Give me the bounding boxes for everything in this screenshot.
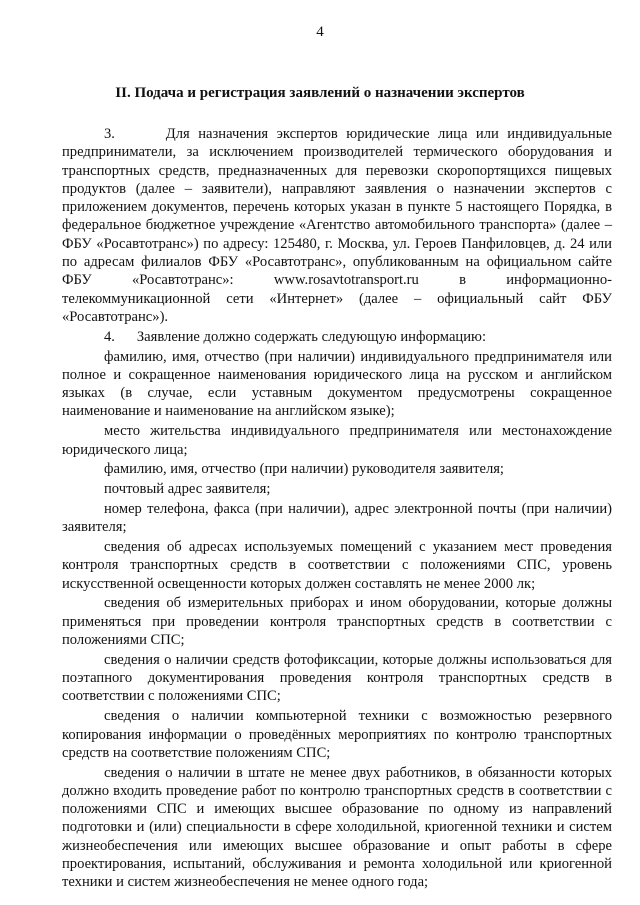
list-item-contacts: номер телефона, факса (при наличии), адрес электронной почты (при наличии) заявителя; — [62, 500, 612, 536]
list-item-photo-equipment: сведения о наличии средств фотофиксации, которые должны использоваться для поэтапного документирования проведения контроля транспортных средств в соответствии с положениями СПС; — [62, 651, 612, 705]
list-item-applicant-name: фамилию, имя, отчество (при наличии) индивидуального предпринимателя или полное и сокращенное наименования юридического лица на русском и английском языках (в случае, если уставным документом предусмотрены сокращенное наименование и наименование на английском языке); — [62, 348, 612, 420]
page-number: 4 — [316, 24, 324, 40]
paragraph-clause-4: 4. Заявление должно содержать следующую информацию: — [104, 328, 487, 345]
section-heading: II. Подача и регистрация заявлений о назначении экспертов — [115, 85, 525, 101]
list-item-computers: сведения о наличии компьютерной техники с возможностью резервного копирования информации о проведённых мероприятиях по контролю транспортных средств на соответствие положениям СПС; — [62, 708, 612, 761]
list-item-postal-address: почтовый адрес заявителя; — [104, 481, 271, 498]
list-item-director-name: фамилию, имя, отчество (при наличии) руководителя заявителя; — [104, 461, 504, 478]
paragraph-clause-3: 3. Для назначения экспертов юридические лица или индивидуальные предприниматели, за исключением производителей термического оборудования и транспортных средств, предназначенных для перевозки скоропортящихся пищевых продуктов (далее – заявители), направляют заявления о назначении экспертов с приложением документов, перечень которых указан в пункте 5 настоящего Порядка, в федеральное бюджетное учреждение «Агентство автомобильного транспорта» (далее – ФБУ «Росавтотранс») по адресу: 125480, г. Москва, ул. Героев Панфиловцев, д. 24 или по адресам филиалов ФБУ «Росавтотранс», опубликованным на официальном сайте ФБУ «Росавтотранс»: www.rosavtotransport.ru в информационно-телекоммуникационной сети «Интернет» (далее – официальный сайт ФБУ «Росавтотранс»). — [62, 126, 612, 325]
list-item-staff: сведения о наличии в штате не менее двух работников, в обязанности которых должно входить проведение работ по контролю транспортных средств в соответствии с положениями СПС и имеющих высшее образование по одному из направлений подготовки и (или) специальности в сфере холодильной, криогенной техники и систем жизнеобеспечения или имеющих высшее образование и опыт работы в сфере проектирования, испытаний, обслуживания и ремонта холодильной или криогенной техники и систем жизнеобеспечения не менее одного года; — [62, 764, 612, 891]
list-item-premises: сведения об адресах используемых помещений с указанием мест проведения контроля транспортных средств в соответствии с положениями СПС, уровень искусственной освещенности которых должен составлять не менее 2000 лк; — [62, 539, 612, 592]
list-item-location: место жительства индивидуального предпринимателя или местонахождение юридического лица; — [62, 423, 612, 458]
document-body — [62, 125, 612, 893]
list-item-instruments: сведения об измерительных приборах и ином оборудовании, которые должны применяться при проведении контроля транспортных средств в соответствии с положениями СПС; — [62, 595, 612, 649]
